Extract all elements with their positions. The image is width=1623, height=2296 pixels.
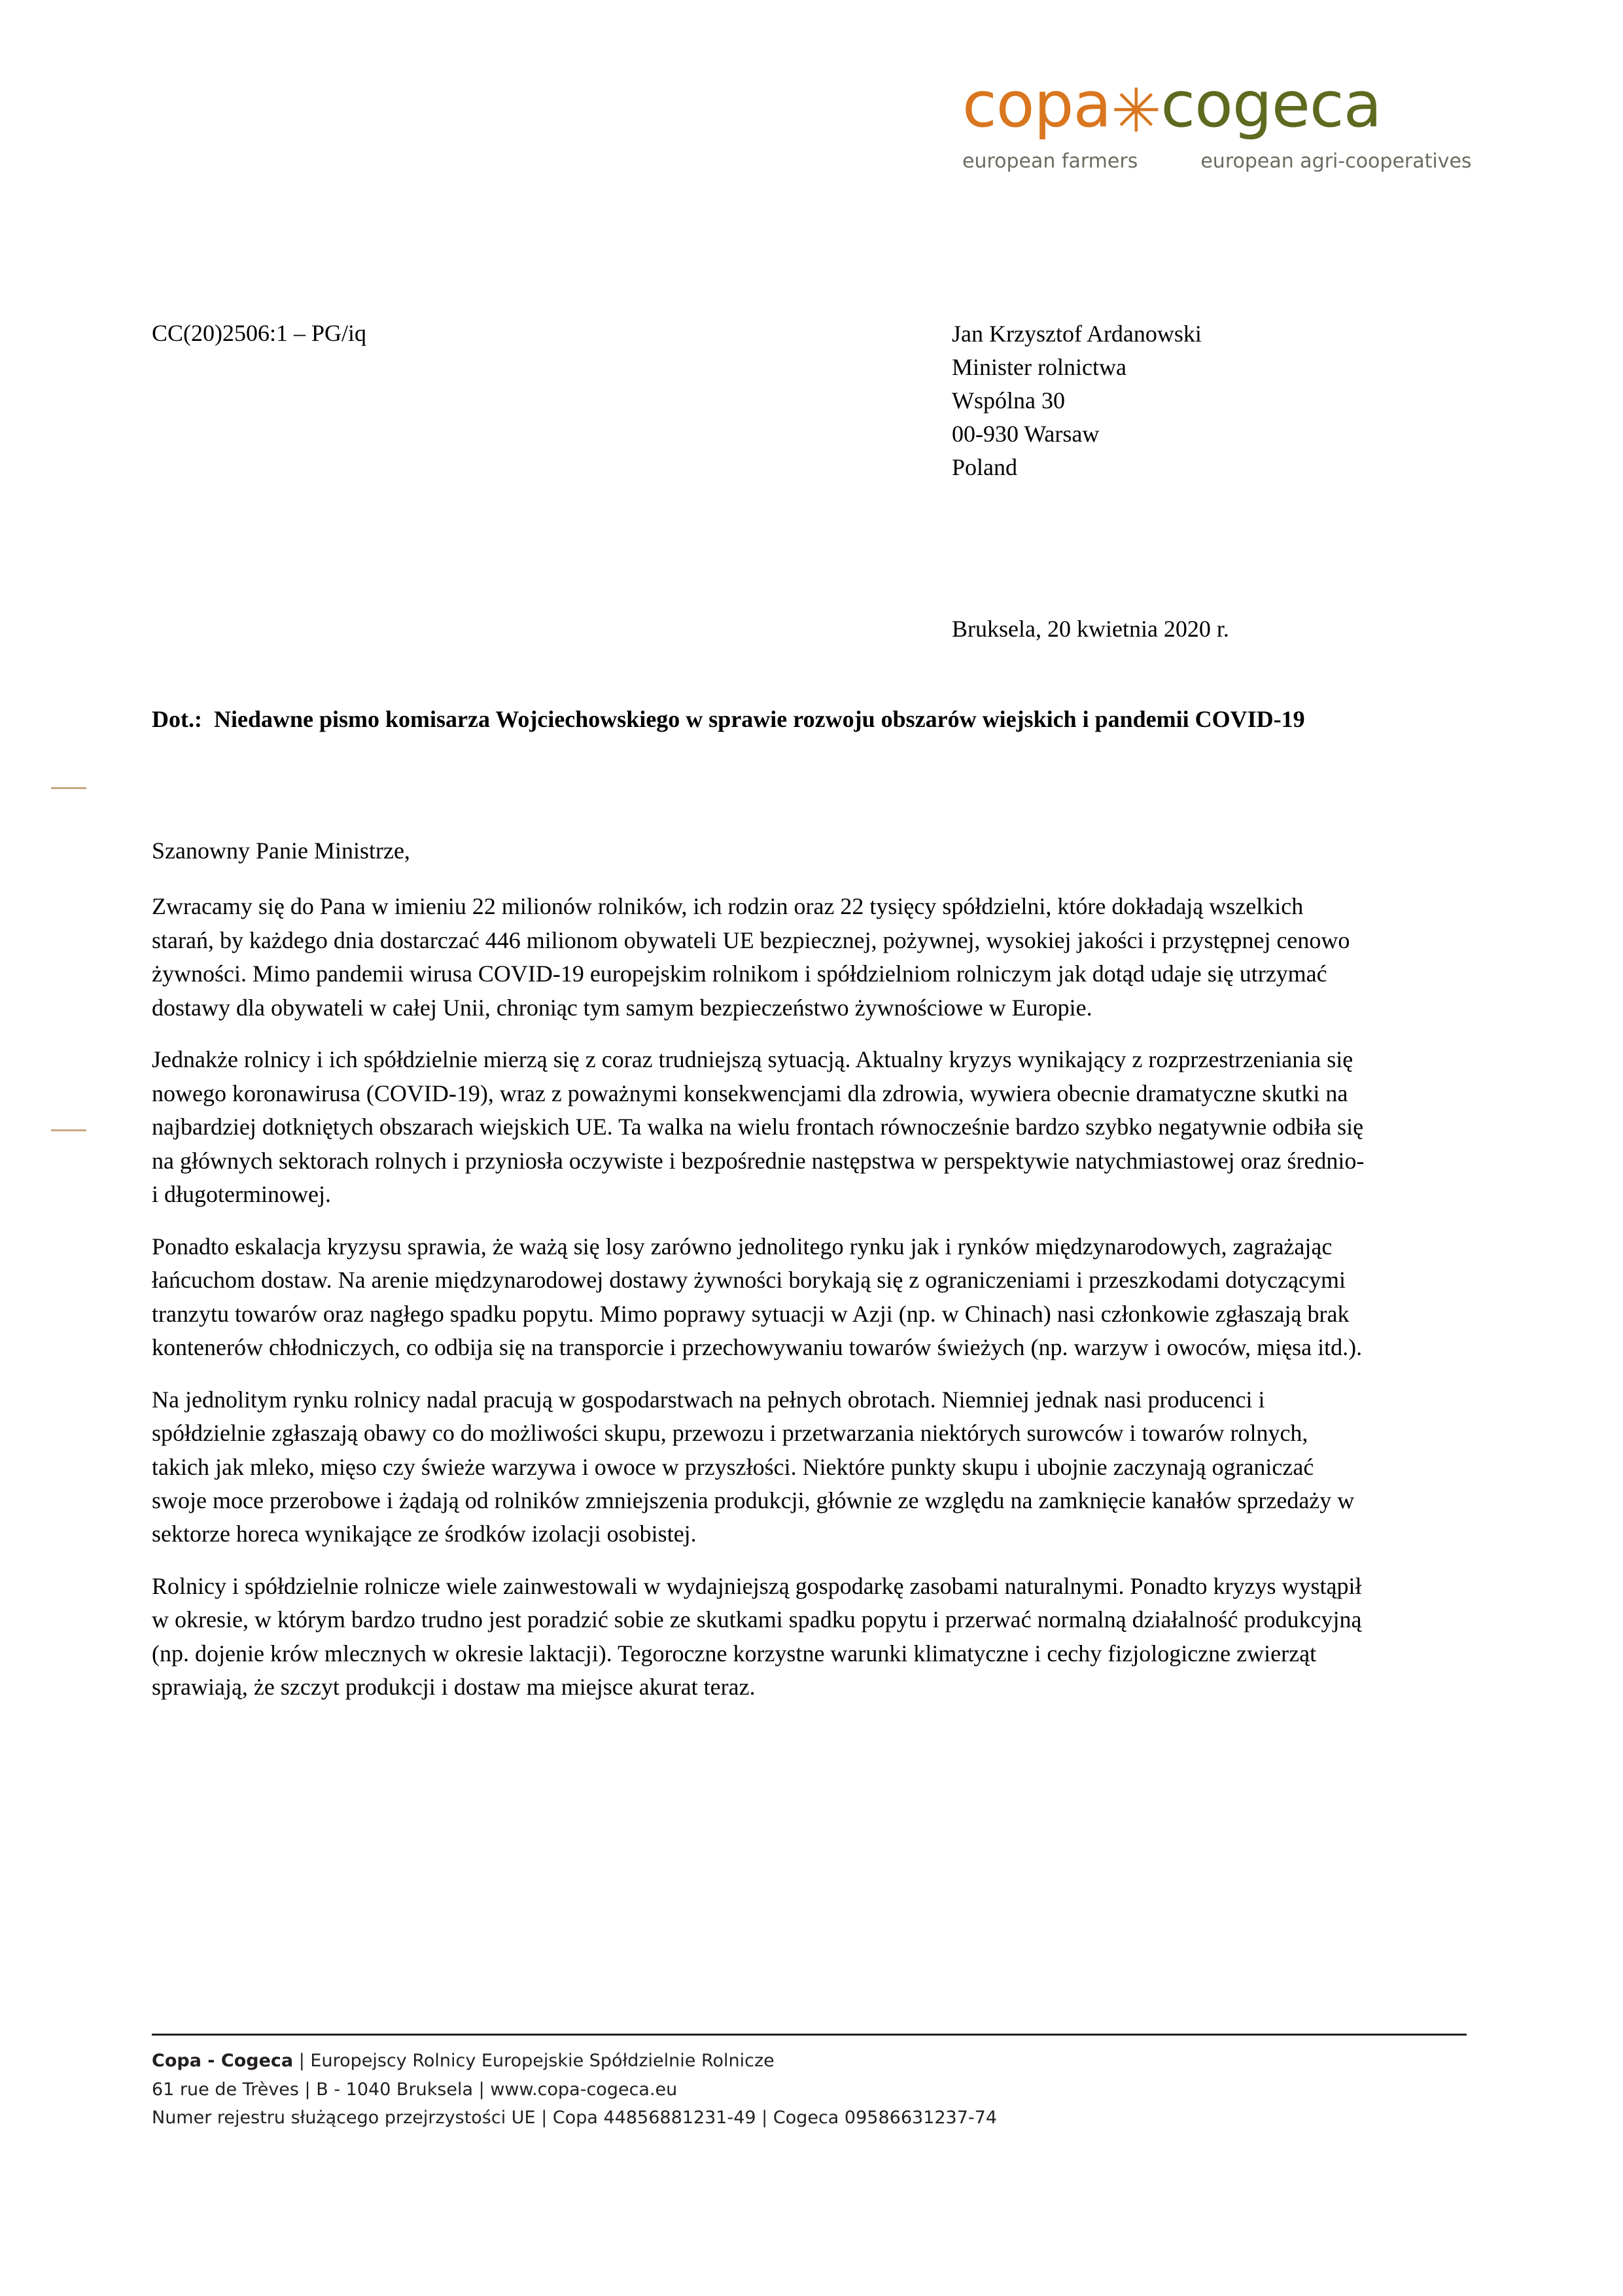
body-paragraph-5: Rolnicy i spółdzielnie rolnicze wiele zainwestowali w wydajniejszą gospodarkę zasobami naturalnymi. Ponadto kryzys wystąpił w okresie, w którym bardzo trudno jest poradzić sobie ze skutkami spadku popytu i przerwać normalną działalność produkcyjną (np. dojenie krów mlecznych w okresie laktacji). Tegoroczne korzystne warunki klimatyczne i cechy fizjologiczne zwierząt sprawiają, że szczyt produkcji i dostaw ma miejsce akurat teraz. xyxy=(152,1572,1362,1701)
margin-change-bar xyxy=(51,787,86,789)
body-paragraph-2: Jednakże rolnicy i ich spółdzielnie mierzą się z coraz trudniejszą sytuacją. Aktualny kryzys wynikający z rozprzestrzeniania się nowego koronawirusa (COVID-19), wraz z poważnymi konsekwencjami dla zdrowia, wywiera obecnie dramatyczne skutki na najbardziej dotkniętych obszarach wiejskich UE. Ta walka na wielu frontach równocześnie bardzo szybko negatywnie odbiła się na głównych sektorach rolnych i przyniosła oczywiste i bezpośrednie następstwa w perspektywie natychmiastowej oraz średnio- i długoterminowej. xyxy=(152,1046,1365,1208)
footer-divider xyxy=(152,2034,1467,2036)
asterisk-icon: ✳ xyxy=(1111,76,1161,146)
subject-text: Niedawne pismo komisarza Wojciechowskiego w sprawie rozwoju obszarów wiejskich i pandemii COVID-19 xyxy=(213,706,1305,732)
document-reference: CC(20)2506:1 – PG/iq xyxy=(152,320,367,346)
logo-wordmark xyxy=(962,68,1505,146)
logo-cogeca-text: cogeca xyxy=(1161,68,1382,141)
addressee-street: Wspólna 30 xyxy=(952,387,1065,414)
footer-line-2: 61 rue de Trèves | B - 1040 Bruksela | www.copa-cogeca.eu xyxy=(152,2079,678,2100)
addressee-block xyxy=(952,317,1202,485)
margin-change-bar xyxy=(51,1129,86,1131)
footer-line-3: Numer rejestru służącego przejrzystości UE | Copa 44856881231-49 | Cogeca 09586631237-74 xyxy=(152,2108,997,2128)
logo-tagline-left: european farmers xyxy=(962,149,1138,173)
logo-tagline-right: european agri-cooperatives xyxy=(1200,149,1472,173)
letter-body xyxy=(152,834,1370,1723)
addressee-country: Poland xyxy=(952,454,1018,481)
addressee-postcode-city: 00-930 Warsaw xyxy=(952,421,1100,448)
copa-cogeca-logo xyxy=(962,68,1505,173)
salutation: Szanowny Panie Ministrze, xyxy=(152,838,410,864)
place-and-date: Bruksela, 20 kwietnia 2020 r. xyxy=(952,616,1229,642)
page-footer xyxy=(152,2047,1493,2132)
subject-line xyxy=(152,703,1369,735)
body-paragraph-1: Zwracamy się do Pana w imieniu 22 milionów rolników, ich rodzin oraz 22 tysięcy spółdzielni, które dokładają wszelkich starań, by każdego dnia dostarczać 446 milionom obywateli UE bezpiecznej, pożywnej, wysokiej jakości i przystępnej cenowo żywności. Mimo pandemii wirusa COVID-19 europejskim rolnikom i spółdzielniom rolniczym jak dotąd udaje się utrzymać dostawy dla obywateli w całej Unii, chroniąc tym samym bezpieczeństwo żywnościowe w Europie. xyxy=(152,893,1350,1021)
logo-copa-text: copa xyxy=(962,68,1111,141)
addressee-name: Jan Krzysztof Ardanowski xyxy=(952,321,1202,347)
footer-line-1 xyxy=(152,2047,1493,2075)
footer-org-name: Copa - Cogeca xyxy=(152,2051,294,2071)
subject-label: Dot.: xyxy=(152,706,202,732)
addressee-title: Minister rolnictwa xyxy=(952,354,1126,381)
logo-tagline xyxy=(962,150,1505,173)
body-paragraph-3: Ponadto eskalacja kryzysu sprawia, że ważą się losy zarówno jednolitego rynku jak i rynków międzynarodowych, zagrażając łańcuchom dostaw. Na arenie międzynarodowej dostawy żywności borykają się z ograniczeniami i przeszkodami dotyczącymi tranzytu towarów oraz nagłego spadku popytu. Mimo poprawy sytuacji w Azji (np. w Chinach) nasi członkowie zgłaszają brak kontenerów chłodniczych, co odbija się na transporcie i przechowywaniu towarów świeżych (np. warzyw i owoców, mięsa itd.). xyxy=(152,1233,1363,1361)
body-paragraph-4: Na jednolitym rynku rolnicy nadal pracują w gospodarstwach na pełnych obrotach. Niemniej jednak nasi producenci i spółdzielnie zgłaszają obawy co do możliwości skupu, przewozu i przetwarzania niektórych surowców i towarów rolnych, takich jak mleko, mięso czy świeże warzywa i owoce w przyszłości. Niektóre punkty skupu i ubojnie zaczynają ograniczać swoje moce przerobowe i żądają od rolników zmniejszenia produkcji, głównie ze względu na zamknięcie kanałów sprzedaży w sektorze horeca wynikające ze środków izolacji osobistej. xyxy=(152,1386,1355,1547)
footer-org-desc: | Europejscy Rolnicy Europejskie Spółdzielnie Rolnicze xyxy=(293,2051,775,2071)
